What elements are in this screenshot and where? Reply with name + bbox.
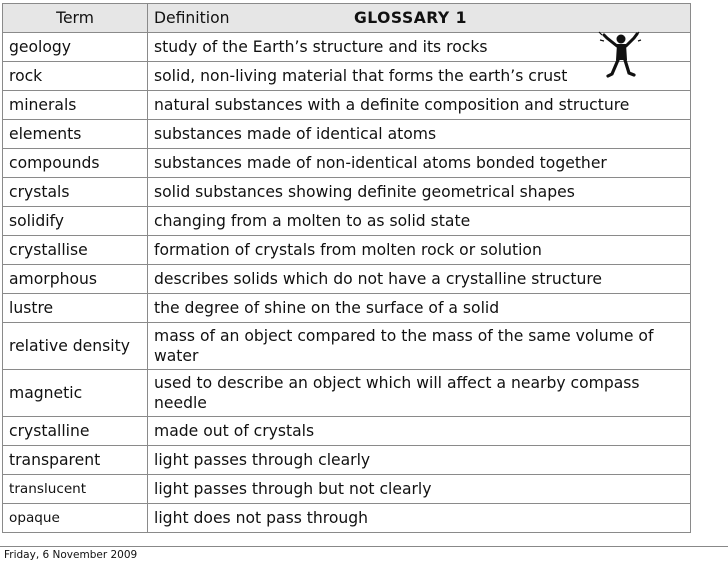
term-cell: relative density <box>3 323 148 370</box>
term-cell: translucent <box>3 475 148 504</box>
definition-cell: natural substances with a definite composition and structure <box>148 91 691 120</box>
term-cell: elements <box>3 120 148 149</box>
definition-header-cell <box>148 4 691 33</box>
table-row <box>3 475 691 504</box>
definition-cell: made out of crystals <box>148 417 691 446</box>
table-row <box>3 236 691 265</box>
table-row <box>3 265 691 294</box>
term-cell: magnetic <box>3 370 148 417</box>
definition-cell: light passes through clearly <box>148 446 691 475</box>
table-row <box>3 33 691 62</box>
definition-cell: study of the Earth’s structure and its rocks <box>148 33 691 62</box>
table-row <box>3 62 691 91</box>
glossary-table <box>2 3 691 533</box>
table-row <box>3 207 691 236</box>
term-cell: amorphous <box>3 265 148 294</box>
table-row <box>3 178 691 207</box>
term-cell: rock <box>3 62 148 91</box>
header-row <box>3 4 691 33</box>
term-cell: minerals <box>3 91 148 120</box>
term-cell: transparent <box>3 446 148 475</box>
definition-cell: changing from a molten to as solid state <box>148 207 691 236</box>
definition-cell: mass of an object compared to the mass of the same volume of water <box>148 323 691 370</box>
footer-divider <box>0 546 728 547</box>
term-cell: crystallise <box>3 236 148 265</box>
term-cell: crystalline <box>3 417 148 446</box>
definition-cell: solid substances showing definite geometrical shapes <box>148 178 691 207</box>
term-cell: geology <box>3 33 148 62</box>
definition-cell: the degree of shine on the surface of a solid <box>148 294 691 323</box>
definition-cell: substances made of non-identical atoms bonded together <box>148 149 691 178</box>
definition-cell: used to describe an object which will affect a nearby compass needle <box>148 370 691 417</box>
term-cell: lustre <box>3 294 148 323</box>
definition-cell: describes solids which do not have a crystalline structure <box>148 265 691 294</box>
term-cell: compounds <box>3 149 148 178</box>
table-row <box>3 417 691 446</box>
table-row <box>3 120 691 149</box>
footer-date: Friday, 6 November 2009 <box>4 549 138 561</box>
table-row <box>3 446 691 475</box>
table-row <box>3 370 691 417</box>
definition-cell: formation of crystals from molten rock or solution <box>148 236 691 265</box>
table-row <box>3 149 691 178</box>
cheering-figure-icon <box>597 30 643 80</box>
definition-column-header: Definition <box>154 9 230 27</box>
glossary-title: GLOSSARY 1 <box>354 9 467 27</box>
definition-cell: substances made of identical atoms <box>148 120 691 149</box>
definition-cell: solid, non-living material that forms the earth’s crust <box>148 62 691 91</box>
definition-cell: light passes through but not clearly <box>148 475 691 504</box>
definition-cell: light does not pass through <box>148 504 691 533</box>
table-row <box>3 504 691 533</box>
term-cell: solidify <box>3 207 148 236</box>
term-cell: opaque <box>3 504 148 533</box>
table-row <box>3 323 691 370</box>
table-row <box>3 91 691 120</box>
term-column-header: Term <box>3 4 148 33</box>
table-row <box>3 294 691 323</box>
term-cell: crystals <box>3 178 148 207</box>
